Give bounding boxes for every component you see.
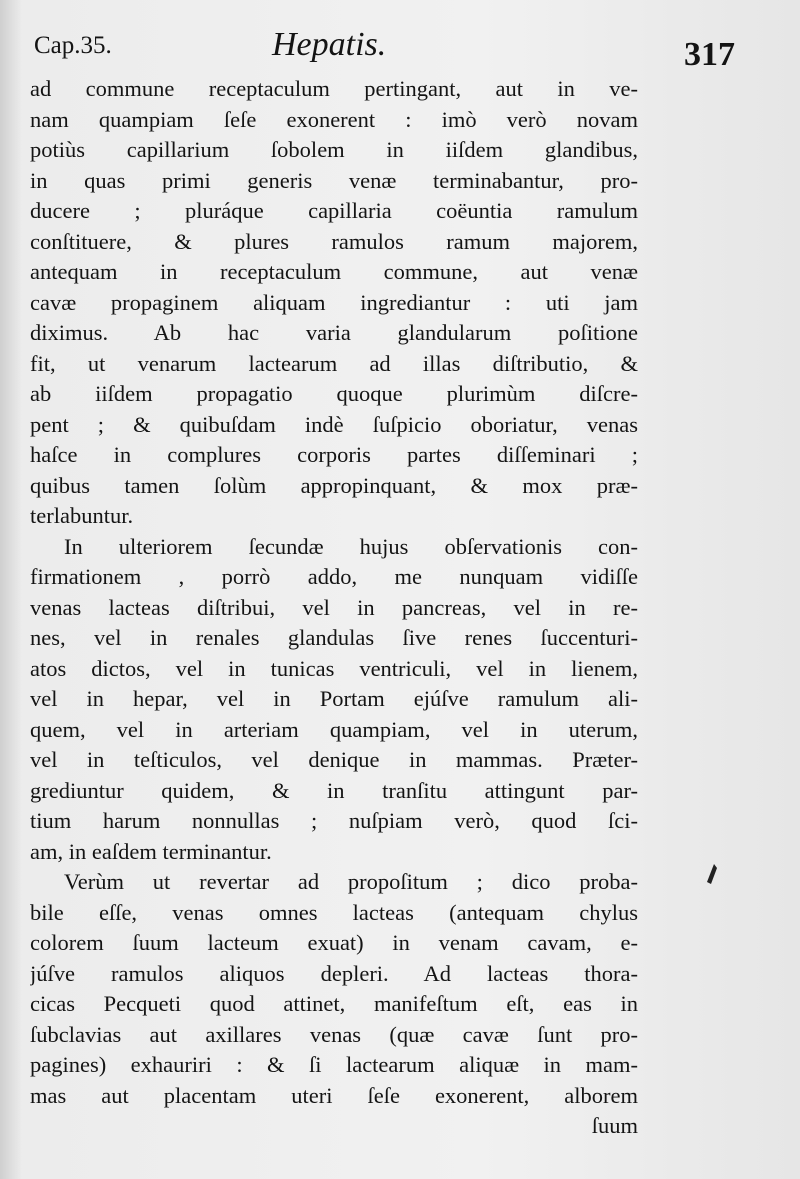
text-line: nes, vel in renales glandulas ſive renes ſuccenturi-	[30, 625, 638, 650]
body-text	[30, 74, 638, 1142]
text-line: in quas primi generis venæ terminabantur, pro-	[30, 167, 638, 193]
text-line: pent ; & quibuſdam indè ſuſpicio oboriatur, venas	[30, 411, 638, 437]
text-line: atos dictos, vel in tunicas ventriculi, vel in lienem,	[30, 655, 638, 681]
text-line: vel in hepar, vel in Portam ejúſve ramulum ali-	[30, 686, 638, 711]
text-line: mas aut placentam uteri ſeſe exonerent, alborem	[30, 1082, 638, 1108]
text-line: Verùm ut revertar ad propoſitum ; dico proba-	[64, 869, 638, 894]
text-line: fit, ut venarum lactearum ad illas diſtributio, &	[30, 350, 638, 376]
text-line: diximus. Ab hac varia glandularum poſitione	[30, 320, 638, 345]
text-line: conſtituere, & plures ramulos ramum majorem,	[30, 228, 638, 254]
catchword: ſuum	[591, 1113, 638, 1138]
text-line: quibus tamen ſolùm appropinquant, & mox præ-	[30, 472, 638, 498]
running-head	[34, 22, 754, 73]
ink-blot-mark	[704, 862, 718, 886]
text-line: vel in teſticulos, vel denique in mammas. Præter-	[30, 747, 638, 772]
text-line: ab iiſdem propagatio quoque plurimùm diſcre-	[30, 381, 638, 406]
text-line: In ulteriorem ſecundæ hujus obſervationis con-	[64, 533, 638, 559]
text-line: am, in eaſdem terminantur.	[30, 838, 272, 864]
text-line: tium harum nonnullas ; nuſpiam verò, quod ſci-	[30, 808, 638, 833]
chapter-label: Cap.35.	[34, 32, 112, 59]
text-line: terlabuntur.	[30, 503, 134, 528]
text-line: colorem ſuum lacteum exuat) in venam cavam, e-	[30, 930, 638, 955]
text-line: quem, vel in arteriam quampiam, vel in uterum,	[30, 716, 638, 742]
text-line: pagines) exhauriri : & ſi lactearum aliquæ in mam-	[30, 1052, 638, 1077]
text-line: antequam in receptaculum commune, aut venæ	[30, 259, 638, 284]
text-line: ſubclavias aut axillares venas (quæ cavæ ſunt pro-	[30, 1021, 638, 1047]
text-line: ad commune receptaculum pertingant, aut in ve-	[30, 76, 638, 101]
text-line: haſce in complures corporis partes diſſeminari ;	[30, 442, 638, 467]
text-line: nam quampiam ſeſe exonerent : imò verò novam	[30, 106, 638, 132]
text-line: bile eſſe, venas omnes lacteas (antequam chylus	[30, 899, 638, 925]
running-title: Hepatis.	[272, 26, 387, 63]
text-line: venas lacteas diſtribui, vel in pancreas, vel in re-	[30, 594, 638, 620]
text-line: cicas Pecqueti quod attinet, manifeſtum eſt, eas in	[30, 991, 638, 1016]
text-line: potiùs capillarium ſobolem in iiſdem glandibus,	[30, 137, 638, 162]
page-number: 317	[684, 36, 735, 73]
text-line: júſve ramulos aliquos depleri. Ad lacteas thora-	[30, 960, 638, 986]
text-line: firmationem , porrò addo, me nunquam vidiſſe	[30, 564, 638, 589]
text-line: ducere ; pluráque capillaria coëuntia ramulum	[30, 198, 638, 223]
text-line: cavæ propaginem aliquam ingrediantur : uti jam	[30, 289, 638, 315]
text-line: grediuntur quidem, & in tranſitu attingunt par-	[30, 777, 638, 803]
